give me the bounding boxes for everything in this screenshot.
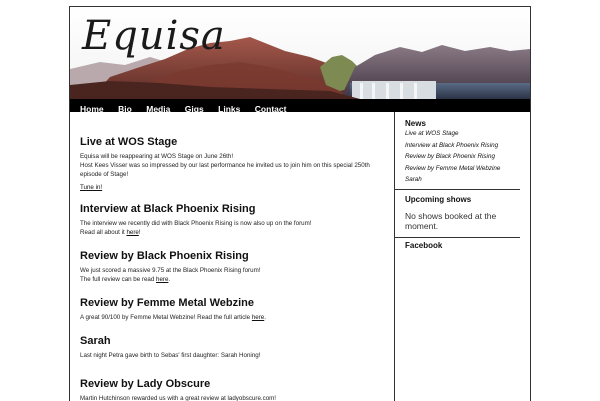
post-line: Host Kees Visser was so impressed by our last performance he invited us to join him on this special 250th episode of Stage! <box>80 162 370 178</box>
site-logo[interactable]: Equisa <box>82 13 226 59</box>
header-banner <box>70 7 530 99</box>
news-item[interactable]: Interview at Black Phoenix Rising <box>405 141 499 149</box>
post-review-lady-obscure <box>80 378 385 401</box>
post-review-femme-metal <box>80 297 385 322</box>
post-line: We just scored a massive 9.75 at the Black Phoenix Rising forum! <box>80 267 261 274</box>
post-line: Last night Petra gave birth to Sebas' first daughter: Sarah Honing! <box>80 352 261 359</box>
upcoming-shows-heading: Upcoming shows <box>405 194 472 204</box>
news-item[interactable]: Review by Black Phoenix Rising <box>405 153 495 160</box>
news-heading: News <box>405 119 426 128</box>
post-title: Review by Femme Metal Webzine <box>80 297 255 309</box>
post-line: Equisa will be reappearing at WOS Stage on June 26th! <box>80 153 234 160</box>
page-container <box>69 6 531 401</box>
sidebar <box>405 112 520 250</box>
post-title: Interview at Black Phoenix Rising <box>80 203 256 215</box>
post-body <box>80 266 385 284</box>
divider <box>395 237 520 238</box>
no-shows-text: No shows booked at the moment. <box>405 210 497 231</box>
post-body <box>80 313 385 322</box>
post-line: . <box>168 276 171 283</box>
read-more-link[interactable]: here <box>156 276 169 283</box>
nav-media[interactable]: Media <box>146 104 171 114</box>
post-title: Live at WOS Stage <box>80 136 178 148</box>
divider <box>395 189 520 190</box>
post-sarah <box>80 335 385 360</box>
post-interview-bpr <box>80 203 385 237</box>
post-line: Martin Hutchinson rewarded us with a great review at ladyobscure.com! <box>80 395 277 401</box>
main-nav <box>70 99 530 112</box>
nav-links[interactable]: Links <box>218 104 241 114</box>
main-content <box>70 112 395 401</box>
post-line: A great 90/100 by Femme Metal Webzine! Read the full article <box>80 314 252 321</box>
nav-contact[interactable]: Contact <box>254 104 287 114</box>
post-body <box>80 219 385 237</box>
post-line: . <box>264 314 266 321</box>
post-title: Review by Black Phoenix Rising <box>80 250 249 262</box>
news-item[interactable]: Live at WOS Stage <box>405 130 459 137</box>
post-live-wos-stage <box>80 136 385 192</box>
post-line: The interview we recently did with Black Phoenix Rising is now also up on the forum! <box>80 220 312 227</box>
news-item[interactable]: Sarah <box>405 176 422 183</box>
post-title: Review by Lady Obscure <box>80 378 211 390</box>
read-more-link[interactable]: here <box>126 229 139 236</box>
nav-gigs[interactable]: Gigs <box>184 104 204 114</box>
news-item[interactable]: Review by Femme Metal Webzine <box>405 164 501 172</box>
post-title: Sarah <box>80 335 111 347</box>
nav-home[interactable]: Home <box>80 104 104 114</box>
tune-in-link[interactable]: Tune in! <box>80 184 103 191</box>
post-review-bpr <box>80 250 385 284</box>
post-line: ! <box>138 229 141 236</box>
nav-bio[interactable]: Bio <box>118 104 132 114</box>
post-line: The full review can be read <box>80 276 157 283</box>
post-line: Read all about it <box>80 229 127 236</box>
post-body <box>80 152 385 179</box>
facebook-heading: Facebook <box>405 240 443 250</box>
read-more-link[interactable]: here <box>251 314 265 321</box>
post-body <box>80 351 385 360</box>
